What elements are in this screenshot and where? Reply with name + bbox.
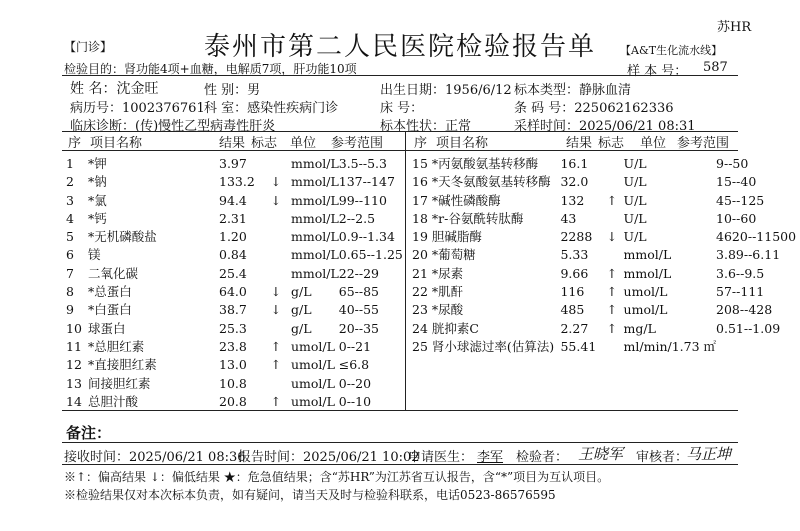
cell-unit: U/L [623, 174, 647, 190]
cell-name: *r-谷氨酰转肽酶 [431, 210, 524, 226]
cell-unit: umol/L [291, 357, 335, 373]
cell-no: 8 [66, 284, 74, 300]
cell-flag: ↑ [606, 265, 618, 281]
clinical-diagnosis: 临床诊断：(传)慢性乙型病毒性肝炎 [70, 119, 276, 134]
cell-no: 20 [412, 247, 428, 263]
table-row [412, 210, 800, 228]
cell-ref: 4620--11500 [716, 229, 797, 245]
disclaimer: ※检验结果仅对本次标本负责，如有疑问，请当天及时与检验科联系，电话0523-86576595 [64, 488, 556, 502]
cell-no: 14 [66, 393, 82, 409]
cell-no: 24 [412, 320, 428, 336]
cell-result: 3.97 [219, 156, 247, 171]
doctor-label: 申请医生： [408, 450, 474, 465]
cell-no: 12 [66, 357, 82, 373]
cell-no: 3 [66, 192, 74, 208]
cell-result: 133.2 [219, 174, 255, 190]
col-flag-right: 标志 [598, 136, 625, 151]
cell-unit: U/L [623, 229, 647, 245]
cell-unit: mg/L [623, 320, 656, 336]
cell-ref: 3.5--5.3 [338, 156, 387, 171]
col-flag-left: 标志 [251, 136, 278, 151]
footer-top-line [62, 442, 738, 443]
cell-result: 20.8 [219, 393, 247, 409]
cell-unit: ml/min/1.73 ㎡ [623, 338, 717, 354]
cell-flag: ↓ [606, 229, 618, 245]
table-row [66, 356, 409, 374]
cell-no: 4 [66, 210, 74, 226]
col-unit-right: 单位 [640, 136, 667, 151]
cell-ref: 22--29 [338, 265, 380, 281]
table-row [66, 210, 409, 228]
cell-name: *总胆红素 [88, 338, 145, 354]
cell-name: 总胆汁酸 [88, 393, 139, 409]
col-result-right: 结果 [566, 136, 593, 151]
col-ref-right: 参考范围 [677, 136, 730, 151]
cell-ref: 0.65--1.25 [338, 247, 403, 263]
cell-flag [261, 210, 291, 228]
cell-unit: umol/L [291, 338, 335, 354]
cell-ref: 2--2.5 [338, 210, 376, 226]
cell-name: *钾 [88, 156, 107, 171]
cell-ref: 0--21 [338, 338, 372, 354]
cell-result: 55.41 [560, 338, 597, 354]
cell-ref: 0.9--1.34 [338, 229, 395, 245]
cell-unit: mmol/L [291, 210, 339, 226]
cell-no: 5 [66, 229, 74, 245]
cell-flag: ↓ [270, 174, 282, 190]
cell-ref: 65--85 [338, 284, 380, 300]
cell-no: 25 [412, 338, 428, 354]
cell-result: 25.4 [219, 265, 247, 281]
table-row [412, 338, 800, 356]
specimen-type: 标本类型：静脉血清 [514, 83, 632, 98]
table-row [66, 192, 409, 210]
sample-number: 587 [703, 60, 728, 75]
table-row [66, 228, 409, 246]
cell-flag: ↑ [270, 338, 282, 354]
cell-unit: umol/L [623, 302, 668, 318]
cell-unit: umol/L [291, 375, 335, 391]
cell-flag: ↓ [270, 284, 282, 300]
table-row [412, 301, 800, 319]
cell-no: 18 [412, 210, 428, 226]
tester-signature: 王晓军 [578, 445, 624, 463]
cell-name: *肌酐 [431, 284, 464, 300]
cell-result: 32.0 [560, 174, 589, 190]
cell-name: *氯 [88, 192, 107, 208]
cell-result: 2.31 [219, 210, 247, 226]
cell-name: 间接胆红素 [88, 375, 151, 391]
cell-unit: mmol/L [291, 229, 339, 245]
cell-name: 胱抑素C [431, 320, 479, 336]
table-row [66, 155, 409, 173]
table-row [66, 301, 409, 319]
cell-result: 16.1 [560, 156, 589, 171]
cell-flag: ↑ [606, 192, 618, 208]
patient-sex: 性 别：男 [204, 83, 261, 98]
cell-name: *葡萄糖 [431, 247, 476, 263]
cell-result: 132 [560, 192, 585, 208]
flag-legend: ※↑：偏高结果 ↓：偏低结果 ★：危急值结果；含“苏HR”为江苏省互认报告，含“*”项目为互认项目。 [64, 470, 610, 484]
cell-unit: umol/L [623, 284, 668, 300]
cell-no: 16 [412, 174, 428, 190]
cell-flag: ↑ [606, 320, 618, 336]
cell-result: 10.8 [219, 375, 247, 391]
test-purpose: 检验目的：肾功能4项+血糖，电解质7项，肝功能10项 [64, 62, 357, 76]
cell-no: 1 [66, 156, 74, 171]
cell-name: 镁 [88, 247, 101, 263]
cell-unit: mmol/L [623, 265, 672, 281]
col-result-left: 结果 [219, 136, 246, 151]
cell-flag: ↓ [270, 302, 282, 318]
requesting-doctor: 李军 [477, 450, 504, 465]
cell-ref: ≤6.8 [338, 357, 370, 373]
cell-result: 5.33 [560, 247, 589, 263]
specimen-nature: 标本性状：正常 [380, 119, 472, 134]
cell-no: 6 [66, 247, 74, 263]
cell-no: 13 [66, 375, 82, 391]
cell-no: 11 [66, 338, 82, 354]
cell-result: 23.8 [219, 338, 247, 354]
cell-ref: 137--147 [338, 174, 395, 190]
patient-name: 姓 名：沈金旺 [70, 81, 159, 97]
cell-name: 二氧化碳 [88, 265, 139, 281]
cell-flag [600, 338, 623, 356]
cell-flag [261, 246, 291, 264]
table-row [412, 192, 800, 210]
receive-time: 接收时间：2025/06/21 08:36 [64, 450, 246, 465]
cell-ref: 9--50 [716, 156, 749, 171]
cell-result: 2288 [560, 229, 593, 245]
cell-flag: ↑ [606, 284, 618, 300]
record-number: 病历号：1002376761 [70, 101, 205, 116]
cell-name: *直接胆红素 [88, 357, 157, 373]
table-row [66, 265, 409, 283]
mutual-recognition-code: 苏HR [717, 20, 752, 35]
department: 科 室：感染性疾病门诊 [204, 101, 339, 116]
cell-flag [261, 155, 291, 173]
cell-flag [261, 320, 291, 338]
cell-ref: 40--55 [338, 302, 380, 318]
cell-ref: 10--60 [716, 210, 757, 226]
cell-flag [600, 210, 623, 228]
table-bottom-line [62, 410, 738, 411]
cell-unit: U/L [623, 156, 647, 171]
cell-name: *总蛋白 [88, 284, 132, 300]
cell-result: 13.0 [219, 357, 247, 373]
col-no-right: 序 [414, 136, 428, 151]
cell-flag: ↑ [270, 393, 282, 409]
cell-ref: 0.51--1.09 [716, 320, 781, 336]
cell-result: 64.0 [219, 284, 247, 300]
cell-ref: 57--111 [716, 284, 765, 300]
cell-no: 19 [412, 229, 428, 245]
cell-result: 38.7 [219, 302, 247, 318]
cell-no: 23 [412, 302, 428, 318]
cell-name: *钠 [88, 174, 107, 190]
col-name-right: 项目名称 [436, 136, 489, 151]
cell-name: *钙 [88, 210, 107, 226]
cell-flag [261, 228, 291, 246]
table-row [412, 265, 800, 283]
cell-result: 116 [560, 284, 585, 300]
report-time: 报告时间：2025/06/21 10:02 [238, 450, 420, 465]
cell-name: *尿酸 [431, 302, 464, 318]
cell-result: 43 [560, 210, 577, 226]
table-top-line [62, 131, 738, 132]
cell-result: 2.27 [560, 320, 589, 336]
cell-unit: mmol/L [291, 192, 339, 208]
footer-mid-line [62, 464, 738, 465]
cell-no: 2 [66, 174, 74, 190]
cell-unit: g/L [291, 284, 312, 300]
table-row [66, 320, 409, 338]
cell-name: 肾小球滤过率(估算法) [431, 338, 555, 354]
cell-ref: 45--125 [716, 192, 765, 208]
cell-name: 胆碱脂酶 [431, 229, 482, 245]
cell-name: *天冬氨酸氨基转移酶 [431, 174, 551, 190]
cell-unit: g/L [291, 302, 312, 318]
cell-unit: g/L [291, 320, 312, 336]
cell-result: 94.4 [219, 192, 247, 208]
table-row [66, 375, 409, 393]
table-row [66, 338, 409, 356]
cell-no: 17 [412, 192, 428, 208]
cell-name: *丙氨酸氨基转移酶 [431, 156, 539, 171]
cell-no: 15 [412, 156, 428, 171]
cell-ref: 3.89--6.11 [716, 247, 781, 263]
cell-ref: 0--10 [338, 393, 372, 409]
col-unit-left: 单位 [290, 136, 317, 151]
cell-unit: U/L [623, 210, 647, 226]
cell-name: *无机磷酸盐 [88, 229, 157, 245]
sample-number-label: 样 本 号： [627, 64, 688, 79]
bed-number: 床 号： [380, 101, 424, 116]
cell-flag: ↓ [270, 192, 282, 208]
col-name-left: 项目名称 [90, 136, 143, 151]
cell-unit: mmol/L [291, 265, 339, 281]
cell-ref: 20--35 [338, 320, 380, 336]
table-row [412, 155, 800, 173]
table-row [66, 393, 409, 411]
table-row [412, 228, 800, 246]
table-row [412, 320, 800, 338]
cell-flag: ↑ [270, 357, 282, 373]
table-row [412, 246, 800, 264]
header-divider [62, 75, 738, 76]
cell-unit: umol/L [291, 393, 335, 409]
cell-no: 9 [66, 302, 74, 318]
cell-name: 球蛋白 [88, 320, 126, 336]
department-tag: 【门诊】 [64, 40, 113, 54]
table-row [66, 173, 409, 191]
birth-date: 出生日期：1956/6/12 [380, 83, 512, 98]
cell-no: 10 [66, 320, 82, 336]
cell-ref: 208--428 [716, 302, 773, 318]
cell-name: *碱性磷酸酶 [431, 192, 501, 208]
cell-ref: 0--20 [338, 375, 372, 391]
cell-no: 21 [412, 265, 428, 281]
cell-name: *尿素 [431, 265, 464, 281]
cell-flag [261, 375, 291, 393]
results-table-left [66, 155, 409, 411]
cell-result: 25.3 [219, 320, 247, 336]
cell-no: 7 [66, 265, 74, 281]
cell-result: 0.84 [219, 247, 247, 263]
cell-ref: 3.6--9.5 [716, 265, 765, 281]
table-row [66, 283, 409, 301]
barcode-number: 条 码 号：225062162336 [514, 101, 674, 116]
cell-flag [600, 173, 623, 191]
cell-flag [261, 265, 291, 283]
cell-flag [600, 246, 623, 264]
cell-ref [716, 338, 800, 356]
cell-unit: mmol/L [291, 174, 339, 190]
cell-unit: mmol/L [291, 156, 339, 171]
cell-no: 22 [412, 284, 428, 300]
header-row-line [62, 150, 738, 151]
cell-ref: 15--40 [716, 174, 757, 190]
lab-line: 【A&T生化流水线】 [620, 44, 723, 57]
report-title: 泰州市第二人民医院检验报告单 [203, 32, 596, 62]
collection-time: 采样时间：2025/06/21 08:31 [514, 119, 696, 134]
cell-unit: U/L [623, 192, 647, 208]
cell-result: 1.20 [219, 229, 247, 245]
cell-flag: ↑ [606, 302, 618, 318]
col-no-left: 序 [68, 136, 82, 151]
cell-unit: mmol/L [623, 247, 672, 263]
cell-result: 9.66 [560, 265, 589, 281]
reviewer-signature: 马正坤 [686, 445, 732, 463]
cell-ref: 99--110 [338, 192, 387, 208]
remarks-label: 备注： [66, 424, 112, 442]
col-ref-left: 参考范围 [331, 136, 384, 151]
table-row [412, 283, 800, 301]
reviewer-label: 审核者： [636, 450, 689, 465]
cell-flag [600, 155, 623, 173]
tester-label: 检验者： [516, 450, 569, 465]
cell-name: *白蛋白 [88, 302, 132, 318]
results-table-right [412, 155, 800, 356]
cell-result: 485 [560, 302, 585, 318]
cell-unit: mmol/L [291, 247, 339, 263]
table-row [66, 246, 409, 264]
table-row [412, 173, 800, 191]
